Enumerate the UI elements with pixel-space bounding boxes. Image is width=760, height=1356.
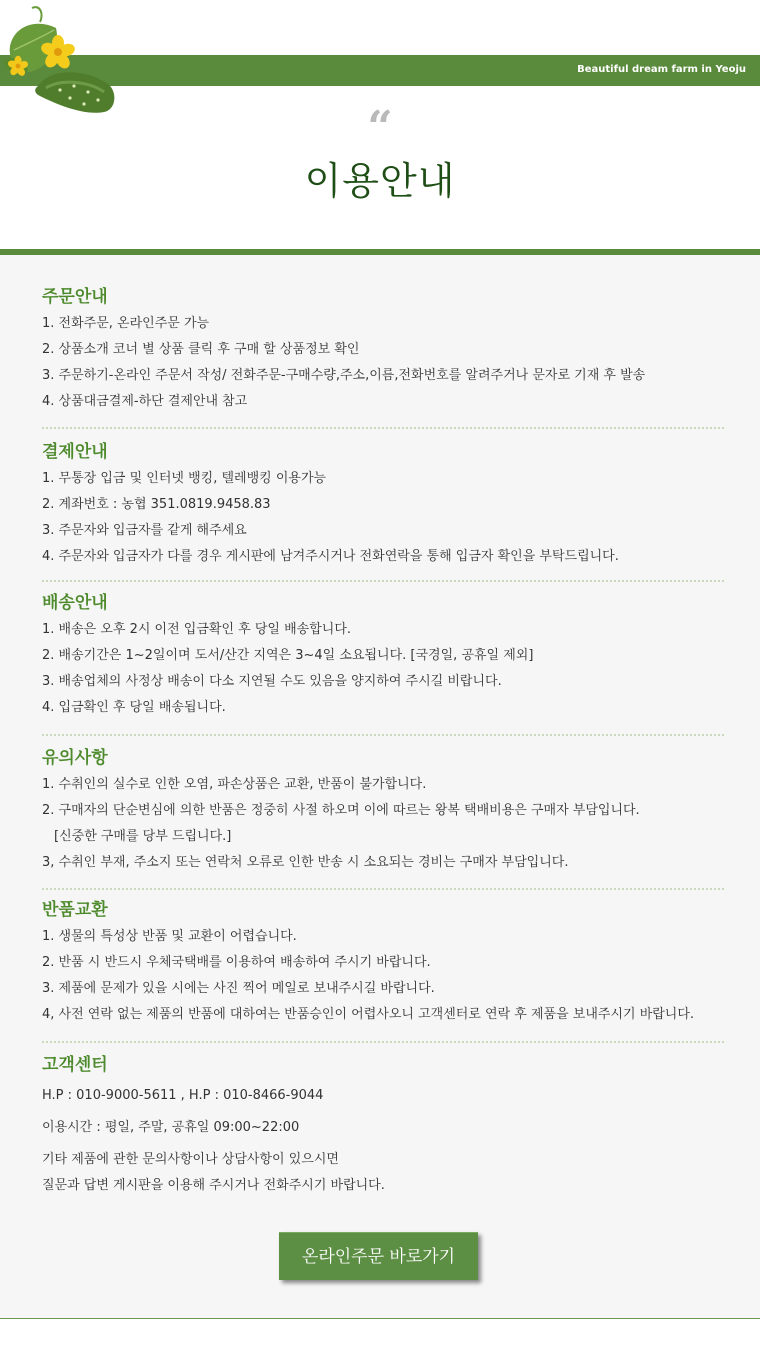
section-order-guide [42,283,724,415]
online-order-button[interactable]: 온라인주문 바로가기 [279,1232,478,1280]
list-item: 2. 반품 시 반드시 우체국택배를 이용하여 배송하여 주시기 바랍니다. [42,955,431,970]
list-item: 4. 주문자와 입금자가 다를 경우 게시판에 남겨주시거나 전화연락을 통해 입금자 확인을 부탁드립니다. [42,549,619,564]
section-divider [42,427,724,429]
quote-mark-icon: “ [367,102,393,153]
list-item: 1. 수취인의 실수로 인한 오염, 파손상품은 교환, 반품이 불가합니다. [42,777,427,792]
farm-tagline: Beautiful dream farm in Yeoju [577,64,746,75]
inquiry-note: 기타 제품에 관한 문의사항이나 상담사항이 있으시면 [42,1152,339,1167]
page-title: 이용안내 [304,159,456,203]
list-item: 2. 상품소개 코너 별 상품 클릭 후 구매 할 상품정보 확인 [42,342,360,357]
list-item: 1. 배송은 오후 2시 이전 입금확인 후 당일 배송합니다. [42,622,352,637]
list-item: 2. 구매자의 단순변심에 의한 반품은 정중히 사절 하오며 이에 따르는 왕복 택배비용은 구매자 부담입니다. [42,803,640,818]
section-title: 주문안내 [42,287,108,307]
section-title: 결제안내 [42,442,108,462]
footer-divider [0,1318,760,1319]
business-hours: 이용시간 : 평일, 주말, 공휴일 09:00~22:00 [42,1120,300,1135]
section-divider [42,888,724,890]
section-divider [42,580,724,582]
list-item: 3. 주문하기-온라인 주문서 작성/ 전화주문-구매수량,주소,이름,전화번호를 알려주거나 문자로 기재 후 발송 [42,368,646,383]
list-item: 1. 생물의 특성상 반품 및 교환이 어렵습니다. [42,929,297,944]
list-item: 3, 수취인 부재, 주소지 또는 연락처 오류로 인한 반송 시 소요되는 경비는 구매자 부담입니다. [42,855,569,870]
inquiry-note: 질문과 답변 게시판을 이용해 주시거나 전화주시기 바랍니다. [42,1178,385,1193]
list-item: 1. 무통장 입금 및 인터넷 뱅킹, 텔레뱅킹 이용가능 [42,471,327,486]
section-title: 유의사항 [42,748,108,768]
list-item: 4. 입금확인 후 당일 배송됩니다. [42,700,226,715]
section-divider [42,1041,724,1043]
section-title: 고객센터 [42,1055,108,1075]
phone-numbers: H.P : 010-9000-5611 , H.P : 010-8466-9044 [42,1088,324,1103]
list-item: 3. 주문자와 입금자를 같게 해주세요 [42,523,247,538]
list-item: 2. 계좌번호 : 농협 351.0819.9458.83 [42,497,271,512]
list-item: 4, 사전 연락 없는 제품의 반품에 대하여는 반품승인이 어렵사오니 고객센터로 연락 후 제품을 보내주시기 바랍니다. [42,1007,695,1022]
section-divider [42,734,724,736]
list-item: 3. 제품에 문제가 있을 시에는 사진 찍어 메일로 보내주시길 바랍니다. [42,981,435,996]
section-title: 반품교환 [42,900,108,920]
list-item-note: [신중한 구매를 당부 드립니다.] [54,829,232,844]
section-payment-guide [42,438,724,570]
section-returns-exchange [42,896,724,1028]
cucumber-flower-illustration [0,0,130,120]
section-customer-center [42,1051,724,1199]
list-item: 3. 배송업체의 사정상 배송이 다소 지연될 수도 있음을 양지하여 주시길 비랍니다. [42,674,502,689]
section-title: 배송안내 [42,593,108,613]
list-item: 1. 전화주문, 온라인주문 가능 [42,316,210,331]
list-item: 2. 배송기간은 1~2일이며 도서/산간 지역은 3~4일 소요됩니다. [국경일, 공휴일 제외] [42,648,534,663]
section-precautions [42,744,724,876]
list-item: 4. 상품대금결제-하단 결제안내 참고 [42,394,248,409]
section-delivery-guide [42,589,724,721]
